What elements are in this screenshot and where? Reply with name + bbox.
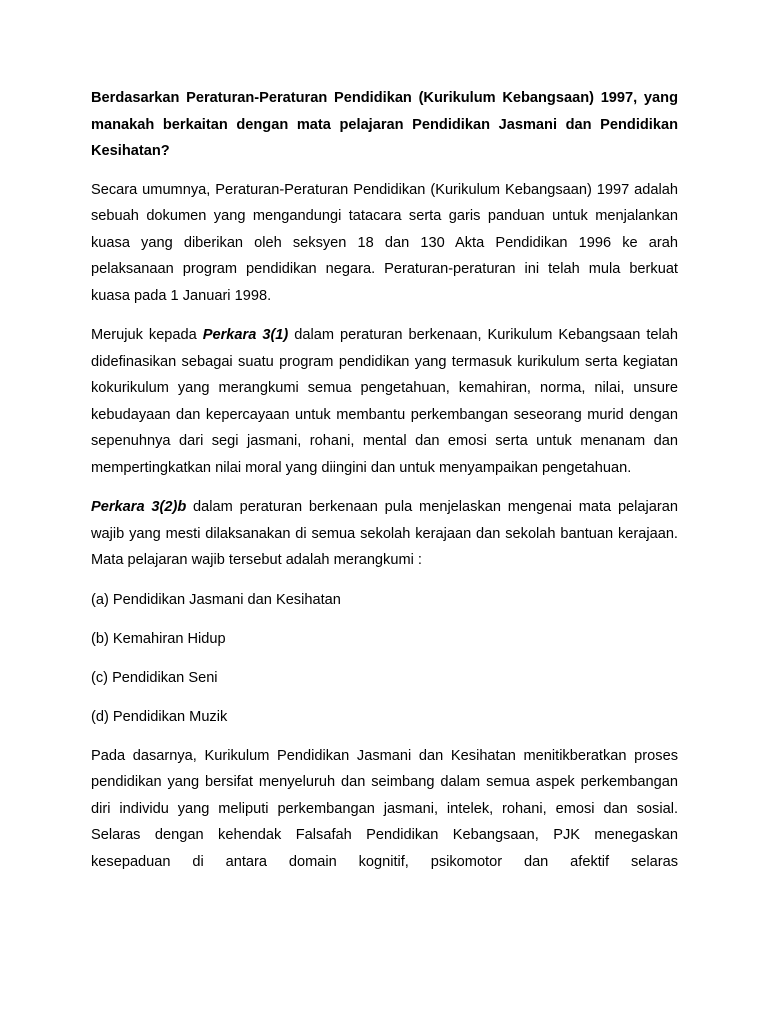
paragraph-text: dalam peraturan berkenaan, Kurikulum Kebangsaan telah didefinasikan sebagai suatu program pendidikan yang termasuk kurikulum serta kegiatan kokurikulum yang merangkumi semua pengetahuan, kemahiran, norma, nilai, unsure kebudayaan dan kepercayaan untuk membantu perkembangan seseorang murid dengan sepenuhnya dari segi jasmani, rohani, mental dan emosi serta untuk menanam dan mempertingkatkan nilai moral yang diingini dan untuk menyampaikan pengetahuan. — [91, 327, 678, 476]
list-item: (c) Pendidikan Seni — [91, 669, 218, 686]
list-item: (b) Kemahiran Hidup — [91, 630, 226, 647]
list-item: (d) Pendidikan Muzik — [91, 708, 228, 725]
list-item: (a) Pendidikan Jasmani dan Kesihatan — [91, 591, 341, 608]
paragraph-perkara-3-1 — [91, 322, 678, 481]
paragraph-text: Merujuk kepada — [91, 327, 203, 343]
document-page — [91, 85, 678, 888]
paragraph-pjk: Pada dasarnya, Kurikulum Pendidikan Jasmani dan Kesihatan menitikberatkan proses pendidikan yang bersifat menyeluruh dan seimbang dalam semua aspek perkembangan diri individu yang meliputi perkembangan jasmani, intelek, rohani, emosi dan sosial. Selaras dengan kehendak Falsafah Pendidikan Kebangsaan, PJK menegaskan kesepaduan di antara domain kognitif, psikomotor dan afektif selaras — [91, 747, 678, 870]
paragraph-perkara-3-2b — [91, 494, 678, 574]
paragraph-text: dalam peraturan berkenaan pula menjelaskan mengenai mata pelajaran wajib yang mesti dilaksanakan di semua sekolah kerajaan dan sekolah bantuan kerajaan. Mata pelajaran wajib tersebut adalah merangkumi : — [91, 499, 678, 568]
reference-perkara-3-1: Perkara 3(1) — [202, 327, 289, 343]
question-heading: Berdasarkan Peraturan-Peraturan Pendidikan (Kurikulum Kebangsaan) 1997, yang manakah berkaitan dengan mata pelajaran Pendidikan Jasmani dan Pendidikan Kesihatan? — [91, 90, 678, 159]
reference-perkara-3-2b: Perkara 3(2)b — [91, 499, 187, 515]
paragraph-intro: Secara umumnya, Peraturan-Peraturan Pendidikan (Kurikulum Kebangsaan) 1997 adalah sebuah dokumen yang mengandungi tatacara serta garis panduan untuk menjalankan kuasa yang diberikan oleh seksyen 18 dan 130 Akta Pendidikan 1996 ke arah pelaksanaan program pendidikan negara. Peraturan-peraturan ini telah mula berkuat kuasa pada 1 Januari 1998. — [91, 181, 678, 304]
